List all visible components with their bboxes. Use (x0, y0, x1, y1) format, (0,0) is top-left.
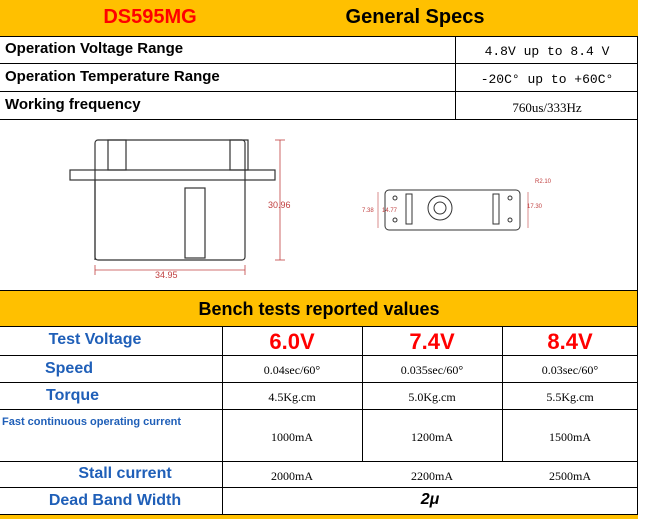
model-title: DS595MG (103, 6, 197, 28)
servo-top-view (385, 190, 520, 230)
stall-current-value-2: 2200mA (411, 469, 453, 483)
voltage-2: 7.4V (409, 329, 455, 354)
dim-b: 14.77 (382, 208, 398, 214)
voltage-3: 8.4V (547, 329, 593, 354)
continuous-current-value-3: 1500mA (549, 430, 591, 444)
page-title: General Specs (345, 6, 485, 28)
continuous-current-value-1: 1000mA (271, 430, 313, 444)
speed-value-3: 0.03sec/60° (541, 363, 599, 377)
dim-height: 30.96 (268, 200, 291, 210)
dim-width: 34.95 (155, 270, 178, 280)
speed-value-2: 0.035sec/60° (400, 363, 464, 377)
spec-value-voltage-range: 4.8V up to 8.4 V (484, 44, 610, 59)
bench-title: Bench tests reported values (198, 299, 440, 319)
speed-label: Speed (44, 360, 93, 377)
dim-a: 7.38 (362, 208, 374, 214)
torque-value-2: 5.0Kg.cm (408, 390, 456, 404)
test-voltage-label: Test Voltage (48, 331, 142, 348)
spec-label-temperature-range: Operation Temperature Range (5, 68, 220, 85)
continuous-current-label: Fast continuous operating current (2, 416, 182, 428)
speed-value-1: 0.04sec/60° (263, 363, 321, 377)
spec-value-working-frequency: 760us/333Hz (512, 100, 582, 115)
stall-current-value-1: 2000mA (271, 469, 313, 483)
torque-value-1: 4.5Kg.cm (268, 390, 316, 404)
stall-current-value-3: 2500mA (549, 469, 591, 483)
dimension-lines (95, 140, 285, 275)
dim-c: 17.30 (527, 204, 543, 210)
torque-label: Torque (45, 387, 100, 404)
deadband-value: 2μ (420, 491, 440, 508)
spec-label-working-frequency: Working frequency (5, 96, 141, 113)
torque-value-3: 5.5Kg.cm (546, 390, 594, 404)
spec-label-voltage-range: Operation Voltage Range (5, 40, 184, 57)
stall-current-label: Stall current (78, 465, 172, 482)
voltage-1: 6.0V (269, 329, 315, 354)
servo-side-view (70, 140, 275, 260)
deadband-label: Dead Band Width (48, 492, 182, 509)
footer-bar (0, 515, 638, 519)
spec-value-temperature-range: -20C° up to +60C° (480, 72, 614, 87)
dim-radius: R2.10 (535, 179, 552, 185)
continuous-current-value-2: 1200mA (411, 430, 453, 444)
servo-drawing (0, 120, 638, 290)
